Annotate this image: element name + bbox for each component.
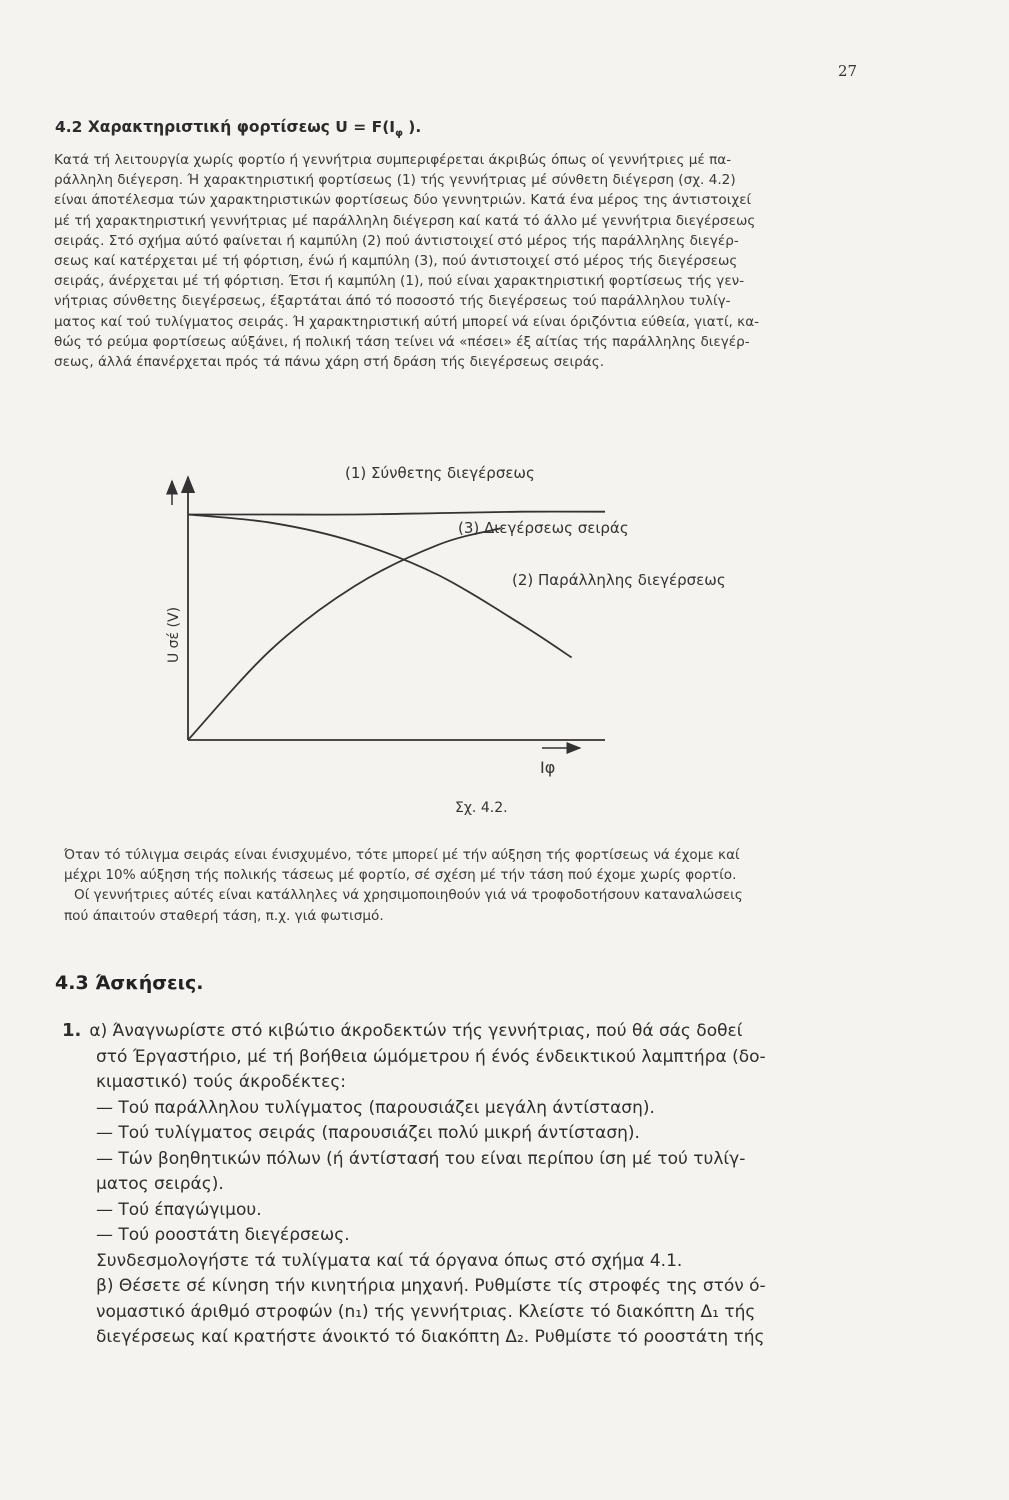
text-line: Οί γεννήτριες αύτές είναι κατάλληλες νά χρησιμοποιηθούν γιά νά τροφοδοτήσουν καταναλώσεις	[74, 887, 743, 904]
exercise-line: στό Έργαστήριο, μέ τή βοήθεια ώμόμετρου ή ένός ένδεικτικού λαμπτήρα (δο-	[96, 1046, 766, 1067]
text-line: νήτριας σύνθετης διεγέρσεως, έξαρτάται άπό τό ποσοστό τής διεγέρσεως τού παράλληλου τυλίγ-	[54, 293, 731, 310]
text-line: σεως, άλλά έπανέρχεται πρός τά πάνω χάρη στή δράση τής διεγέρσεως σειράς.	[54, 354, 605, 371]
exercise-line: ματος σειράς).	[96, 1174, 224, 1194]
exercise-line: — Τού έπαγώγιμου.	[96, 1199, 262, 1220]
curve3-label: (3) Διεγέρσεως σειράς	[458, 519, 629, 537]
text-line: θώς τό ρεύμα φορτίσεως αύξάνει, ή πολική τάση τείνει νά «πέσει» έξ αίτίας τής παράλληλης διεγέρ-	[54, 333, 750, 350]
exercise-line: β) Θέσετε σέ κίνηση τήν κινητήρια μηχανή. Ρυθμίστε τίς στροφές της στόν ό-	[96, 1276, 766, 1296]
figure-load-characteristic	[150, 455, 726, 794]
text-line: Όταν τό τύλιγμα σειράς είναι ένισχυμένο, τότε μπορεί μέ τήν αύξηση τής φορτίσεως νά έχομε καί	[64, 847, 740, 863]
text-line: Κατά τή λειτουργία χωρίς φορτίο ή γεννήτρια συμπεριφέρεται άκριβώς όπως οί γεννήτριες μέ πα-	[54, 152, 732, 168]
exercise-1	[62, 1018, 892, 1351]
text-line: πού άπαιτούν σταθερή τάση, π.χ. γιά φωτισμό.	[64, 907, 384, 924]
exercise-line: νομαστικό άριθμό στροφών (n₁) τής γεννήτριας. Κλείστε τό διακόπτη Δ₁ τής	[96, 1301, 756, 1322]
figure-caption: Σχ. 4.2.	[455, 800, 508, 816]
text-line: σειράς, άνέρχεται μέ τή φόρτιση. Έτσι ή καμπύλη (1), πού είναι χαρακτηριστική φορτίσεως τής γεν-	[54, 273, 745, 290]
x-axis-label: Iφ	[540, 758, 556, 777]
text-line: σεως καί κατέρχεται μέ τή φόρτιση, ένώ ή καμπύλη (3), πού άντιστοιχεί στό μέρος τής διεγέρσεως	[54, 253, 738, 270]
text-line: μέχρι 10% αύξηση τής πολικής τάσεως μέ φορτίο, σέ σχέση μέ τήν τάση πού έχομε χωρίς φορτίο.	[64, 867, 737, 884]
exercise-line: — Τών βοηθητικών πόλων (ή άντίστασή του είναι περίπου ίση μέ τού τυλίγ-	[96, 1148, 746, 1169]
text-line: σειράς. Στό σχήμα αύτό φαίνεται ή καμπύλη (2) πού άντιστοιχεί στό μέρος τής παράλληλης διεγέρ-	[54, 232, 739, 249]
text-line: ράλληλη διέγερση. Ή χαρακτηριστική φορτίσεως (1) τής γεννήτριας μέ σύνθετη διέγερση (σχ. 4.2)	[54, 172, 736, 189]
paragraph-intro	[54, 150, 866, 372]
curve1-label: (1) Σύνθετης διεγέρσεως	[345, 464, 535, 482]
series-layer	[188, 512, 605, 740]
exercise-line: Συνδεσμολογήστε τά τυλίγματα καί τά όργανα όπως στό σχήμα 4.1.	[96, 1250, 683, 1271]
section-heading: 4.2 Χαρακτηριστική φορτίσεως $U = F(I_\varphi$ ).	[55, 118, 422, 140]
paragraph-after-figure	[54, 845, 866, 926]
exercise-number: 1.	[62, 1020, 82, 1041]
exercise-line: διεγέρσεως καί κρατήστε άνοικτό τό διακόπτη Δ₂. Ρυθμίστε τό ροοστάτη τής	[96, 1327, 765, 1347]
curve2-label: (2) Παράλληλης διεγέρσεως	[512, 571, 726, 589]
exercise-line: — Τού τυλίγματος σειράς (παρουσιάζει πολύ μικρή άντίσταση).	[96, 1123, 640, 1143]
exercise-line: — Τού παράλληλου τυλίγματος (παρουσιάζει μεγάλη άντίσταση).	[96, 1097, 655, 1118]
exercise-line: 1. α) Άναγνωρίστε στό κιβώτιο άκροδεκτών τής γεννήτριας, πού θά σάς δοθεί	[62, 1020, 743, 1041]
exercise-line: κιμαστικό) τούς άκροδέκτες:	[96, 1072, 347, 1092]
text-line: ματος καί τού τυλίγματος σειράς. Ή χαρακτηριστική αύτή μπορεί νά είναι όριζόντια εύθεία, γιατί, κα-	[54, 313, 760, 330]
chart-svg	[150, 455, 726, 790]
page-number: 27	[838, 62, 858, 80]
exercises-heading: 4.3 Άσκήσεις.	[55, 972, 204, 994]
exercise-line: — Τού ροοστάτη διεγέρσεως.	[96, 1225, 350, 1245]
text-line: μέ τή χαρακτηριστική γεννήτριας μέ παράλληλη διέγερση καί κατά τό άλλο μέ γεννήτρια διεγέρσεως	[54, 212, 756, 229]
series-compound-line	[188, 512, 605, 515]
text-line: είναι άποτέλεσμα τών χαρακτηριστικών φορτίσεως δύο γεννητριών. Κατά ένα μέρος της άντιστοιχεί	[54, 192, 752, 209]
y-axis-label: U σέ (V)	[166, 606, 182, 664]
series-series-line	[188, 528, 501, 740]
